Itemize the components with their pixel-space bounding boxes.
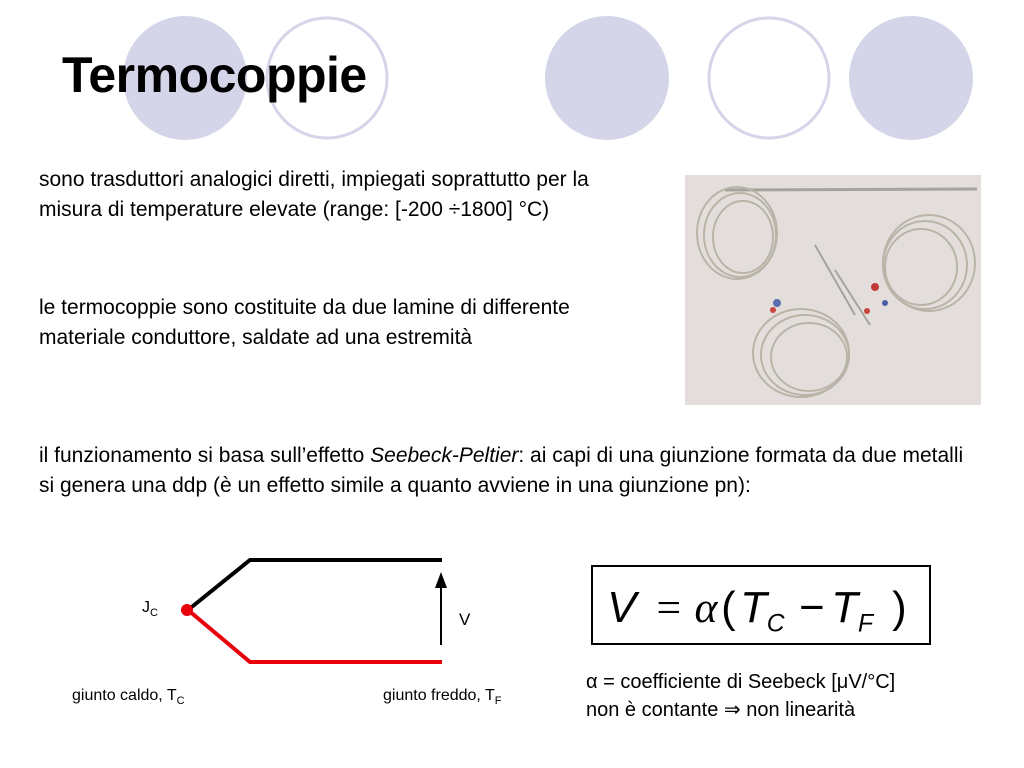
paragraph-definition: sono trasduttori analogici diretti, impiegati soprattutto per la misura di temperature elevate (range: [-200 ÷1800] °C) [39, 168, 589, 221]
implies-arrow-icon: ⇒ [723, 699, 741, 721]
junction-label: $J_C$ [142, 599, 158, 619]
hot-junction-dot [181, 604, 193, 616]
formula-TC: $T_C$ [740, 583, 785, 638]
formula-description [586, 668, 895, 724]
wire-red [188, 610, 442, 662]
formula-TF: $T_F$ [831, 583, 874, 638]
nonlinearity-text: non è contante [586, 699, 724, 721]
formula-open-paren: ( [721, 583, 736, 633]
seebeck-formula [593, 567, 929, 643]
hot-junction-label: giunto caldo, $T_C$ [72, 687, 185, 707]
formula-equals: = [656, 584, 682, 633]
decor-circle-filled [849, 16, 973, 140]
principle-text-after: : ai capi di una giunzione formata da due metalli si genera una ddp (è un effetto simile a quanto avviene in una giunzione pn): [39, 444, 964, 497]
voltage-arrowhead-icon [435, 572, 447, 588]
voltage-label: V [459, 610, 471, 629]
decor-circle-filled [545, 16, 669, 140]
cold-junction-label: giunto freddo, $T_F$ [383, 687, 502, 707]
alpha-symbol: α [586, 671, 598, 693]
thermocouple-photo [685, 175, 981, 405]
seebeck-coefficient-text: = coefficiente di Seebeck [μV/°C] [597, 671, 896, 693]
formula-box [591, 565, 931, 645]
formula-close-paren: ) [892, 583, 907, 633]
nonlinearity-end-text: non linearità [740, 699, 856, 721]
formula-V: V [607, 583, 637, 633]
decor-circle-outline [709, 18, 829, 138]
thermocouple-diagram [60, 550, 560, 720]
wire-black [188, 560, 442, 610]
paragraph-construction: le termocoppie sono costituite da due lamine di differente materiale conduttore, saldate ad una estremità [39, 296, 570, 349]
slide-title: Termocoppie [62, 47, 367, 103]
paragraph-principle [39, 441, 984, 501]
formula-alpha: α [694, 584, 718, 633]
formula-minus: − [799, 583, 825, 633]
principle-text-before: il funzionamento si basa sull’effetto [39, 444, 371, 467]
principle-emphasis: Seebeck-Peltier [370, 444, 519, 467]
